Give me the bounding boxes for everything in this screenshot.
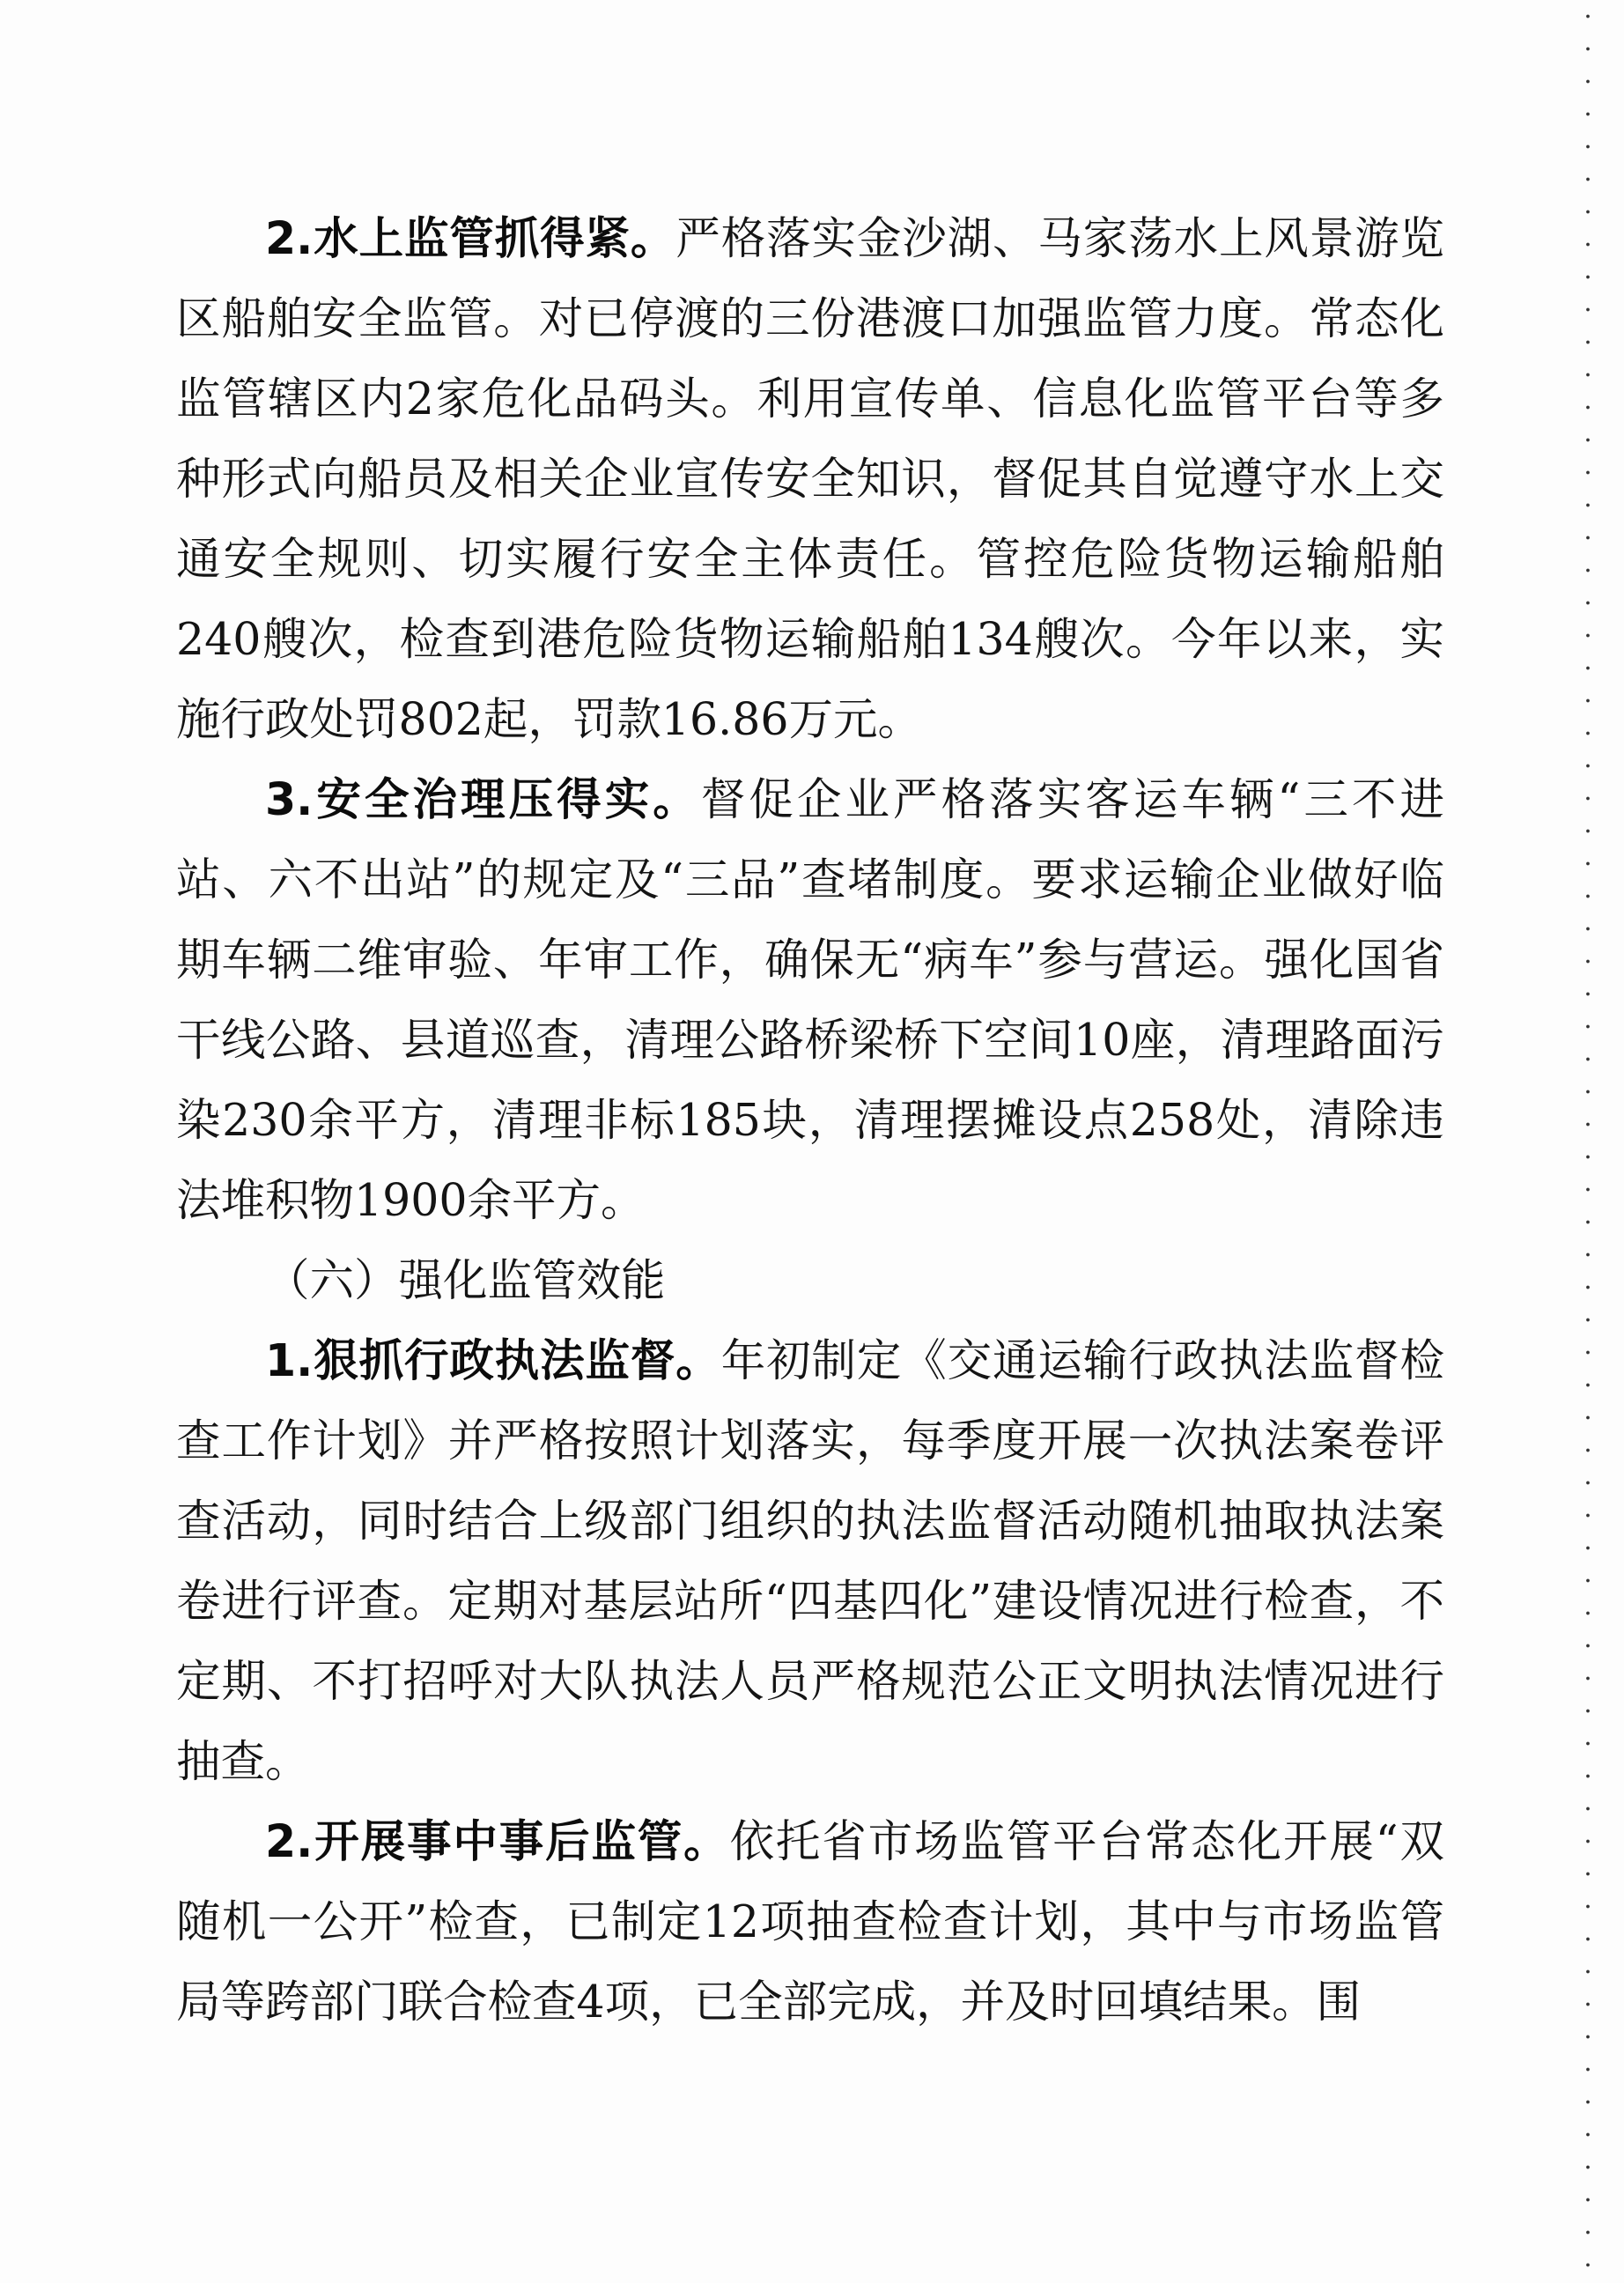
paragraph-text: 严格落实金沙湖、马家荡水上风景游览区船舶安全监管。对已停渡的三份港渡口加强监管力度。常态化监管辖区内2家危化品码头。利用宣传单、信息化监管平台等多种形式向船员及相关企业宣传安全知识，督促其自觉遵守水上交通安全规则、切实履行安全主体责任。管控危险货物运输船舶240艘次，检查到港危险货物运输船舶134艘次。今年以来，实施行政处罚802起，罚款16.86万元。 bbox=[176, 212, 1445, 745]
paragraph-lead: 2.水上监管抓得紧。 bbox=[265, 212, 676, 264]
paragraph-text: 依托省市场监管平台常态化开展“双随机一公开”检查，已制定12项抽查检查计划，其中与市场监管局等跨部门联合检查4项，已全部完成，并及时回填结果。围 bbox=[176, 1815, 1444, 2028]
section-heading: （六）强化监管效能 bbox=[265, 1254, 666, 1306]
paragraph-safety-governance bbox=[176, 759, 1444, 1240]
paragraph-lead: 3.安全治理压得实。 bbox=[265, 773, 701, 825]
paragraph-text: 年初制定《交通运输行政执法监督检查工作计划》并严格按照计划落实，每季度开展一次执法案卷评查活动，同时结合上级部门组织的执法监督活动随机抽取执法案卷进行评查。定期对基层站所“四基四化”建设情况进行检查，不定期、不打招呼对大队执法人员严格规范公正文明执法情况进行抽查。 bbox=[176, 1334, 1445, 1787]
paragraph-lead: 1.狠抓行政执法监督。 bbox=[265, 1334, 721, 1386]
paragraph-lead: 2.开展事中事后监管。 bbox=[265, 1815, 730, 1867]
binding-perforation bbox=[1585, 0, 1591, 2283]
paragraph-enforcement-supervision bbox=[176, 1320, 1444, 1801]
paragraph-water-supervision bbox=[176, 198, 1444, 759]
document-body bbox=[176, 198, 1444, 2042]
paragraph-text: 督促企业严格落实客运车辆“三不进站、六不出站”的规定及“三品”查堵制度。要求运输企业做好临期车辆二维审验、年审工作，确保无“病车”参与营运。强化国省干线公路、县道巡查，清理公路桥梁桥下空间10座，清理路面污染230余平方，清理非标185块，清理摆摊设点258处，清除违法堆积物1900余平方。 bbox=[176, 773, 1444, 1226]
paragraph-interim-post-supervision bbox=[176, 1801, 1444, 2042]
